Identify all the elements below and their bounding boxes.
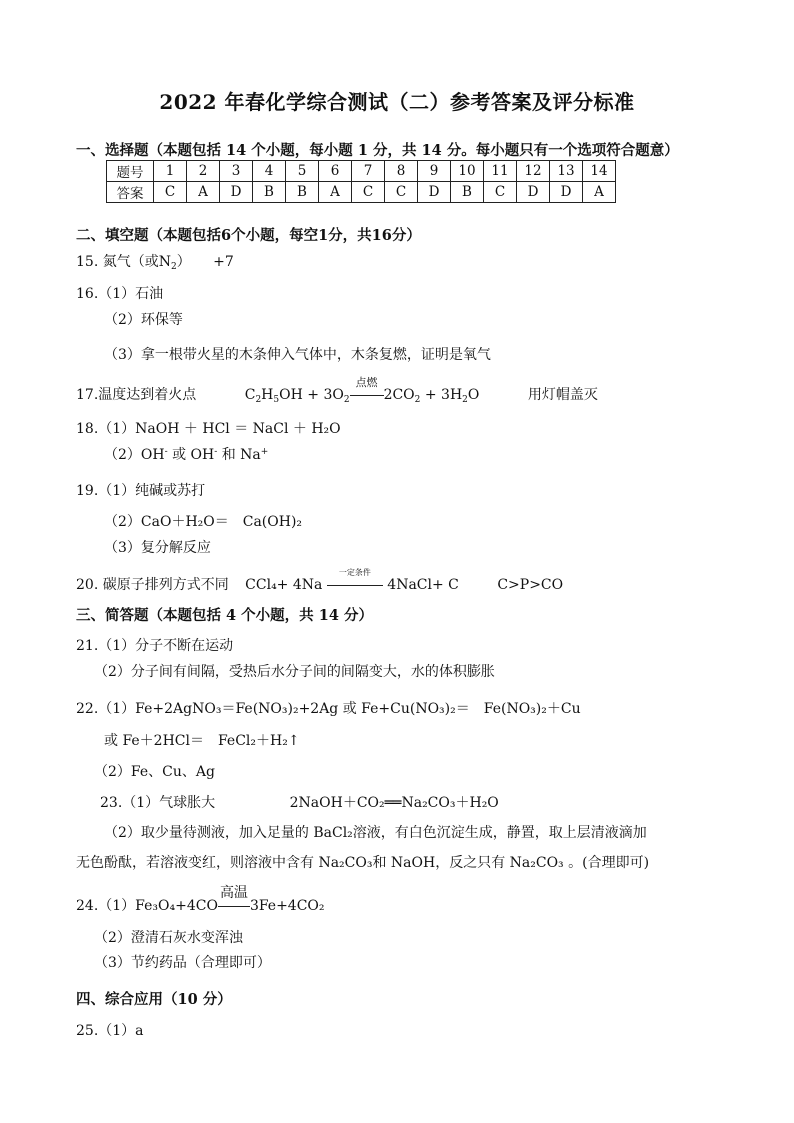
reaction-condition: [350, 376, 384, 403]
reaction-condition: [327, 568, 383, 593]
section-3-heading: 三、简答题（本题包括 4 个小题，共 14 分）: [76, 607, 373, 624]
table-cell: C: [385, 182, 418, 203]
table-cell: 4: [253, 161, 286, 182]
table-cell: 14: [583, 161, 616, 182]
answer-20-products: 4NaCl+ C: [387, 577, 459, 593]
answer-20-text: 20. 碳原子排列方式不同: [76, 577, 229, 593]
answer-15-valence: +7: [213, 254, 234, 270]
answer-25-1: 25.（1）a: [76, 1023, 144, 1039]
condition-label: 点燃: [355, 376, 378, 389]
answer-19-3: （3）复分解反应: [104, 540, 211, 556]
table-cell: 1: [154, 161, 187, 182]
answer-23-2: （2）取少量待测液，加入足量的 BaCl₂溶液，有白色沉淀生成，静置，取上层清液滴加: [104, 825, 647, 841]
row-label-number: 题号: [107, 161, 154, 182]
answer-17-text: 17.温度达到着火点: [76, 387, 197, 403]
answer-24-1: [76, 885, 325, 915]
table-cell: C: [484, 182, 517, 203]
answer-23-3: 无色酚酞，若溶液变红，则溶液中含有 Na₂CO₃和 NaOH，反之只有 Na₂CO₃ 。(合理即可): [76, 855, 650, 871]
condition-label: 高温: [219, 885, 248, 901]
table-cell: 12: [517, 161, 550, 182]
answer-22-2: 或 Fe＋2HCl＝ FeCl₂＋H₂↑: [104, 733, 300, 749]
section-1-heading: 一、选择题（本题包括 14 个小题，每小题 1 分，共 14 分。每小题只有一个选项符合题意）: [76, 142, 679, 159]
table-cell: 2: [187, 161, 220, 182]
answer-24-2: （2）澄清石灰水变浑浊: [94, 930, 243, 946]
table-cell: 11: [484, 161, 517, 182]
answer-19-1: 19.（1）纯碱或苏打: [76, 483, 206, 499]
table-row-answers: [107, 182, 616, 203]
answer-16-3: （3）拿一根带火星的木条伸入气体中，木条复燃，证明是氧气: [104, 347, 491, 363]
ion-sodium: 和 Na: [221, 447, 261, 463]
answer-18-1: 18.（1）NaOH ＋ HCl ＝ NaCl ＋ H₂O: [76, 421, 341, 437]
answer-20-reactants: CCl₄+ 4Na: [245, 577, 323, 593]
answer-19-2: （2）CaO＋H₂O＝ Ca(OH)₂: [104, 514, 303, 530]
table-cell: A: [319, 182, 352, 203]
answer-21-2: （2）分子间有间隔，受热后水分子间的间隔变大，水的体积膨胀: [94, 664, 495, 680]
answer-17: [76, 376, 598, 405]
answer-24-reactants: 24.（1）Fe₃O₄+4CO: [76, 898, 218, 914]
answer-24-products: 3Fe+4CO₂: [249, 898, 325, 914]
answer-23-text: 23.（1）气球胀大: [100, 795, 216, 811]
answer-table: [106, 160, 616, 203]
page-title: 2022 年春化学综合测试（二）参考答案及评分标准: [159, 90, 635, 114]
table-cell: 8: [385, 161, 418, 182]
table-cell: B: [451, 182, 484, 203]
answer-23-equation: 2NaOH＋CO₂══Na₂CO₃＋H₂O: [289, 795, 499, 811]
table-cell: A: [187, 182, 220, 203]
ion-hydroxide-alt: 或 OH: [172, 447, 215, 463]
answer-16-1: 16.（1）石油: [76, 286, 164, 302]
answer-21-1: 21.（1）分子不断在运动: [76, 638, 234, 654]
answer-15-text: 15. 氮气（或N: [76, 254, 171, 270]
table-cell: A: [583, 182, 616, 203]
answer-23-1: [100, 792, 499, 812]
answer-22-1: 22.（1）Fe+2AgNO₃＝Fe(NO₃)₂+2Ag 或 Fe+Cu(NO₃)₂＝ Fe(NO₃)₂＋Cu: [76, 701, 581, 717]
table-cell: 7: [352, 161, 385, 182]
ion-charge: +: [260, 447, 269, 457]
ion-hydroxide: （2）OH: [104, 447, 165, 463]
answer-18-2: [104, 444, 268, 464]
table-cell: 9: [418, 161, 451, 182]
condition-label: 一定条件: [338, 568, 371, 577]
table-cell: D: [418, 182, 451, 203]
answer-20: [76, 568, 564, 594]
table-row-numbers: [107, 161, 616, 182]
ion-charge: -: [214, 447, 218, 457]
table-cell: D: [517, 182, 550, 203]
ion-charge: -: [164, 447, 168, 457]
answer-15-paren: ）: [176, 254, 191, 270]
table-cell: B: [253, 182, 286, 203]
answer-20-order: C>P>CO: [497, 577, 564, 593]
table-cell: D: [220, 182, 253, 203]
table-cell: 10: [451, 161, 484, 182]
answer-15: [76, 251, 234, 271]
answer-17-equation: $C_2H_5OH + 3O_2$ 点燃 $2CO_2 + 3H_2O$: [244, 376, 480, 405]
answer-22-3: （2）Fe、Cu、Ag: [94, 764, 215, 780]
answer-16-2: （2）环保等: [104, 312, 183, 328]
table-cell: 13: [550, 161, 583, 182]
answer-24-3: （3）节约药品（合理即可）: [94, 955, 271, 971]
table-cell: C: [352, 182, 385, 203]
answer-17-extinguish: 用灯帽盖灭: [527, 387, 598, 403]
table-cell: C: [154, 182, 187, 203]
answer-15-subscript: 2: [170, 262, 177, 272]
table-cell: 3: [220, 161, 253, 182]
row-label-answer: 答案: [107, 182, 154, 203]
table-cell: D: [550, 182, 583, 203]
table-cell: 6: [319, 161, 352, 182]
reaction-condition: [218, 885, 250, 914]
section-4-heading: 四、综合应用（10 分）: [76, 991, 232, 1008]
section-2-heading: 二、填空题（本题包括6个小题，每空1分，共16分）: [76, 227, 421, 244]
table-cell: 5: [286, 161, 319, 182]
table-cell: B: [286, 182, 319, 203]
